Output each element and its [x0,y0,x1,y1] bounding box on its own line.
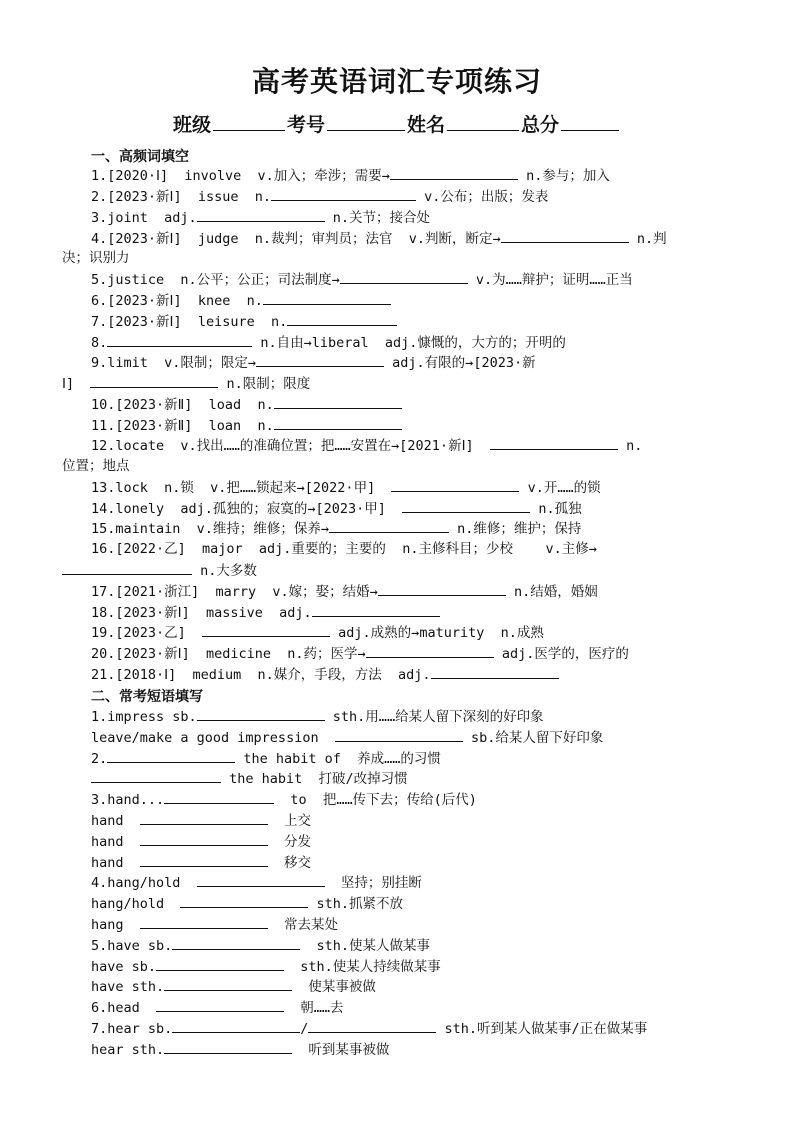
answer-blank[interactable] [256,352,384,367]
item-text: 3.joint adj. [91,210,197,226]
answer-blank[interactable] [140,914,268,929]
list-item [91,831,794,853]
item-text: 2.[2023·新Ⅰ] issue n. [91,189,272,205]
item-text: n.判 [628,231,667,247]
item-text: 15.maintain v.维持；维修；保养→ [91,521,330,537]
item-text: have sth. [91,979,165,995]
item-text: hand [91,834,140,850]
item-text: n.限制；限度 [218,376,311,392]
answer-blank[interactable] [378,581,506,596]
answer-blank[interactable] [287,311,397,326]
list-item [91,622,794,644]
answer-blank[interactable] [197,207,325,222]
answer-blank[interactable] [172,1018,300,1033]
name-blank[interactable] [447,114,519,131]
list-item [91,768,794,790]
item-text: 4.[2023·新Ⅰ] judge n.裁判；审判员；法官 v.判断，断定→ [91,231,501,247]
list-item [91,664,794,686]
item-text: 19.[2023·乙] [91,625,203,641]
list-item [91,872,794,894]
list-item [91,332,794,354]
list-item [91,228,794,250]
item-text: 位置；地点 [62,458,130,474]
answer-blank[interactable] [402,498,530,513]
item-text: hang [91,917,140,933]
list-item [91,207,794,229]
answer-blank[interactable] [340,269,468,284]
item-text: to 把……传下去；传给(后代) [274,792,477,808]
item-text: the habit 打破/改掉习惯 [221,771,408,787]
list-item [91,602,794,624]
list-item [91,852,794,874]
student-info-line [0,110,794,137]
answer-blank[interactable] [180,893,308,908]
item-text: 分发 [267,834,312,850]
list-item [91,435,794,457]
list-item [91,748,794,770]
answer-blank[interactable] [172,935,300,950]
name-label: 姓名 [407,114,446,136]
item-text: 7.hear sb. [91,1021,173,1037]
item-text: 4.hang/hold [91,875,197,891]
answer-blank[interactable] [329,518,449,533]
section-heading-vocab: 一、高频词填空 [91,149,189,165]
answer-blank[interactable] [431,664,559,679]
list-item [91,311,794,333]
score-blank[interactable] [561,114,619,131]
list-item [91,394,794,416]
item-text: 坚持；别挂断 [324,875,422,891]
list-item [91,706,794,728]
answer-blank[interactable] [501,228,629,243]
list-item [91,643,794,665]
item-text: adj.医学的，医疗的 [493,646,629,662]
list-item [91,498,794,520]
item-text: 16.[2022·乙] major adj.重要的；主要的 n.主修科目；少校 v.主修→ [91,541,597,557]
item-text: 听到某事被做 [292,1042,390,1058]
list-item [91,789,794,811]
list-item [91,956,794,978]
page-title: 高考英语词汇专项练习 [251,65,542,98]
item-text: Ⅰ] [62,376,91,392]
item-text: v.公布；出版；发表 [416,189,549,205]
item-text: n.维修；维护；保持 [449,521,582,537]
item-text: hear sth. [91,1042,165,1058]
number-label: 考号 [286,114,325,136]
item-text: sth.用……给某人留下深刻的好印象 [324,709,544,725]
answer-blank[interactable] [62,560,192,575]
item-text: v.加入；牵涉；需要→ [257,168,390,184]
item-text: n.结婚，婚姻 [505,584,598,600]
list-item [91,539,794,560]
list-item [91,269,794,291]
item-text: 11.[2023·新Ⅱ] loan n. [91,418,274,434]
list-item [91,352,794,374]
answer-blank[interactable] [107,748,235,763]
item-text: 14.lonely adj.孤独的；寂寞的→[2023·甲] [91,501,403,517]
answer-blank[interactable] [308,1018,436,1033]
item-text: 13.lock n.锁 v.把……锁起来→[2022·甲] [91,480,392,496]
list-item [91,997,794,1019]
item-text: 3.hand... [91,792,165,808]
item-text: 6.[2023·新Ⅰ] knee n. [91,293,263,309]
item-text: 21.[2018·Ⅰ] medium n.媒介，手段，方法 adj. [91,667,431,683]
answer-blank[interactable] [140,831,268,846]
number-blank[interactable] [327,114,405,131]
answer-blank[interactable] [164,1039,292,1054]
item-text: 8. [91,335,108,351]
item-text: v.为……辩护；证明……正当 [467,272,633,288]
item-text: have sb. [91,959,157,975]
item-text: adj.成熟的→maturity n.成熟 [330,625,544,641]
item-text: 使某事被做 [292,979,376,995]
answer-blank[interactable] [263,290,391,305]
class-label: 班级 [172,114,211,136]
answer-blank[interactable] [164,789,274,804]
item-text: 5.have sb. [91,938,173,954]
item-text: 5.justice n.公平；公正；司法制度→ [91,272,340,288]
list-item [91,477,794,499]
answer-blank[interactable] [202,622,330,637]
answer-blank[interactable] [164,976,292,991]
item-text: 移交 [267,855,312,871]
item-text: n. [617,438,643,454]
list-item-continued [62,560,794,582]
item-text: 9.limit v.限制；限定→ [91,355,257,371]
item-text: / [300,1021,309,1037]
answer-blank[interactable] [91,768,221,783]
item-text: sth.抓紧不放 [308,896,404,912]
item-text: sb.给某人留下好印象 [462,730,604,746]
item-text: the habit of 养成……的习惯 [235,751,441,767]
answer-blank[interactable] [312,602,440,617]
answer-blank[interactable] [197,706,325,721]
list-item-continued [62,373,794,395]
list-item [91,976,794,998]
list-item [91,914,794,936]
score-label: 总分 [521,114,560,136]
item-text: n.大多数 [192,563,257,579]
answer-blank[interactable] [107,332,252,347]
item-text: 1.impress sb. [91,709,197,725]
item-text: adj.有限的→[2023·新 [384,355,536,371]
item-text: 上交 [267,813,312,829]
item-text: 20.[2023·新Ⅰ] medicine n.药；医学→ [91,646,366,662]
list-item [91,727,794,749]
answer-blank[interactable] [156,956,284,971]
class-blank[interactable] [213,114,285,131]
answer-blank[interactable] [391,477,519,492]
item-text: sth.听到某人做某事/正在做某事 [436,1021,648,1037]
answer-blank[interactable] [140,810,268,825]
item-text: sth.使某人做某事 [300,938,431,954]
item-text: 17.[2021·浙江] marry v.嫁；娶；结婚→ [91,584,378,600]
list-item-continued [62,456,794,477]
list-item [91,935,794,957]
list-item [91,290,794,312]
item-text: 朝……去 [284,1000,344,1016]
item-text: n.参与；加入 [517,168,610,184]
list-item [91,1039,794,1061]
answer-blank[interactable] [335,727,463,742]
item-text: v.开……的锁 [519,480,601,496]
answer-blank[interactable] [90,373,218,388]
item-text: 2. [91,751,108,767]
answer-blank[interactable] [490,435,618,450]
item-text: leave/make a good impression [91,730,335,746]
answer-blank[interactable] [271,186,416,201]
answer-blank[interactable] [140,852,268,867]
list-item [91,581,794,603]
item-text: hand [91,813,140,829]
item-text: hand [91,855,140,871]
item-text: 18.[2023·新Ⅰ] massive adj. [91,605,312,621]
item-text: 7.[2023·新Ⅰ] leisure n. [91,314,288,330]
list-item-continued [62,248,794,269]
list-item [91,165,794,187]
item-text: n.自由→liberal adj.慷慨的，大方的；开明的 [252,335,566,351]
answer-blank[interactable] [156,997,284,1012]
list-item [91,415,794,437]
section-heading-phrases: 二、常考短语填写 [91,689,203,705]
answer-blank[interactable] [197,872,325,887]
item-text: 1.[2020·Ⅰ] involve [91,168,258,184]
list-item [91,810,794,832]
item-text: 10.[2023·新Ⅱ] load n. [91,397,274,413]
list-item [91,1018,794,1040]
item-text: n.关节；接合处 [324,210,431,226]
answer-blank[interactable] [366,643,494,658]
item-text: 常去某处 [267,917,339,933]
list-item [91,186,794,208]
answer-blank[interactable] [390,165,518,180]
answer-blank[interactable] [274,415,402,430]
item-text: sth.使某人持续做某事 [284,959,441,975]
answer-blank[interactable] [274,394,402,409]
item-text: 6.head [91,1000,157,1016]
list-item [91,893,794,915]
list-item [91,518,794,540]
item-text: hang/hold [91,896,181,912]
item-text: 12.locate v.找出……的准确位置；把……安置在→[2021·新Ⅰ] [91,438,490,454]
item-text: 决；识别力 [62,250,130,266]
item-text: n.孤独 [530,501,582,517]
